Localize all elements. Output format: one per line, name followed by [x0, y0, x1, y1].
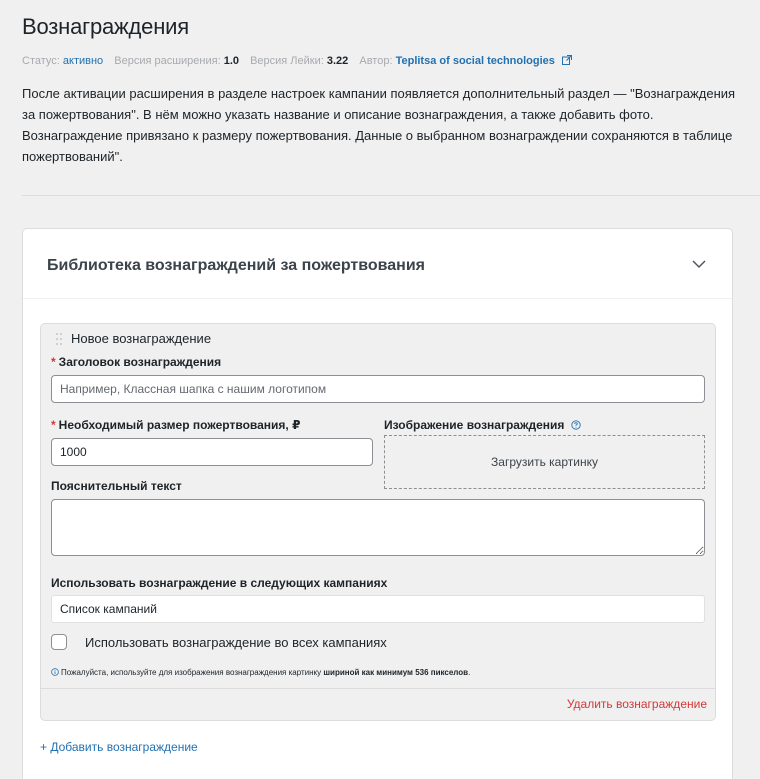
status-label: Статус:	[22, 55, 60, 67]
notice-emphasis: шириной как минимум 536 пикселов	[323, 668, 469, 677]
required-marker: *	[51, 418, 56, 432]
notice-text-end: .	[468, 668, 471, 677]
reward-image-label-text: Изображение вознаграждения	[384, 418, 565, 432]
author-link[interactable]	[396, 55, 572, 67]
description-textarea[interactable]	[51, 499, 705, 556]
extension-version-value: 1.0	[223, 55, 240, 67]
drag-handle-icon[interactable]	[55, 332, 63, 346]
leyka-version-label: Версия Лейки:	[250, 55, 324, 67]
chevron-down-icon[interactable]	[692, 259, 706, 269]
reward-title-label-text: Заголовок вознаграждения	[58, 355, 222, 369]
image-size-notice	[51, 668, 470, 677]
extension-meta	[22, 55, 580, 67]
donation-amount-input[interactable]	[51, 438, 373, 466]
rewards-library-card	[22, 228, 733, 779]
section-divider	[22, 195, 760, 196]
leyka-version-value: 3.22	[326, 55, 349, 67]
delete-reward-link[interactable]: Удалить вознаграждение	[566, 697, 707, 711]
all-campaigns-checkbox[interactable]	[51, 634, 67, 650]
description-label	[51, 479, 182, 493]
author-name: Teplitsa of social technologies	[395, 55, 555, 67]
donation-amount-label-text: Необходимый размер пожертвования, ₽	[58, 418, 301, 432]
campaigns-select[interactable]	[51, 595, 705, 623]
campaigns-label	[51, 576, 387, 590]
author-label: Автор:	[359, 55, 393, 67]
rewards-library-title: Библиотека вознаграждений за пожертвования	[47, 257, 425, 274]
info-icon	[51, 668, 59, 676]
all-campaigns-option	[51, 634, 387, 650]
description-label-text: Пояснительный текст	[51, 479, 182, 493]
extension-version-label: Версия расширения:	[114, 55, 221, 67]
page-title: Вознаграждения	[22, 14, 189, 39]
question-circle-icon[interactable]	[571, 420, 581, 430]
external-link-icon	[562, 55, 572, 65]
upload-image-label: Загрузить картинку	[491, 455, 598, 469]
rewards-library-header[interactable]	[23, 229, 732, 299]
reward-title-label	[51, 355, 221, 369]
author	[359, 55, 572, 67]
extension-description: После активации расширения в разделе настроек кампании появляется дополнительный раздел — "Вознаграждения за пожертвования". В нём можно указать название и описание вознаграждения, а также добавить фото. Вознаграждение привязано к размеру пожертвования. Данные о выбранном вознаграждении сохраняются в таблице пожертвований".	[22, 86, 736, 164]
required-marker: *	[51, 355, 56, 369]
status-value: активно	[62, 55, 104, 67]
status	[22, 55, 106, 67]
reward-name: Новое вознаграждение	[71, 331, 212, 346]
donation-amount-label	[51, 418, 300, 432]
campaigns-select-value: Список кампаний	[60, 602, 157, 616]
campaigns-label-text: Использовать вознаграждение в следующих кампаниях	[51, 576, 388, 590]
reward-title-input[interactable]	[51, 375, 705, 403]
reward-image-label	[384, 418, 581, 432]
extension-version	[114, 55, 242, 67]
reward-footer	[41, 688, 715, 720]
add-reward-link[interactable]: + Добавить вознаграждение	[40, 740, 198, 754]
upload-image-button[interactable]	[384, 435, 705, 489]
reward-item	[40, 323, 716, 721]
all-campaigns-label[interactable]: Использовать вознаграждение во всех кампаниях	[85, 634, 387, 650]
leyka-version	[250, 55, 351, 67]
notice-text: Пожалуйста, используйте для изображения вознаграждения картинку	[61, 668, 324, 677]
